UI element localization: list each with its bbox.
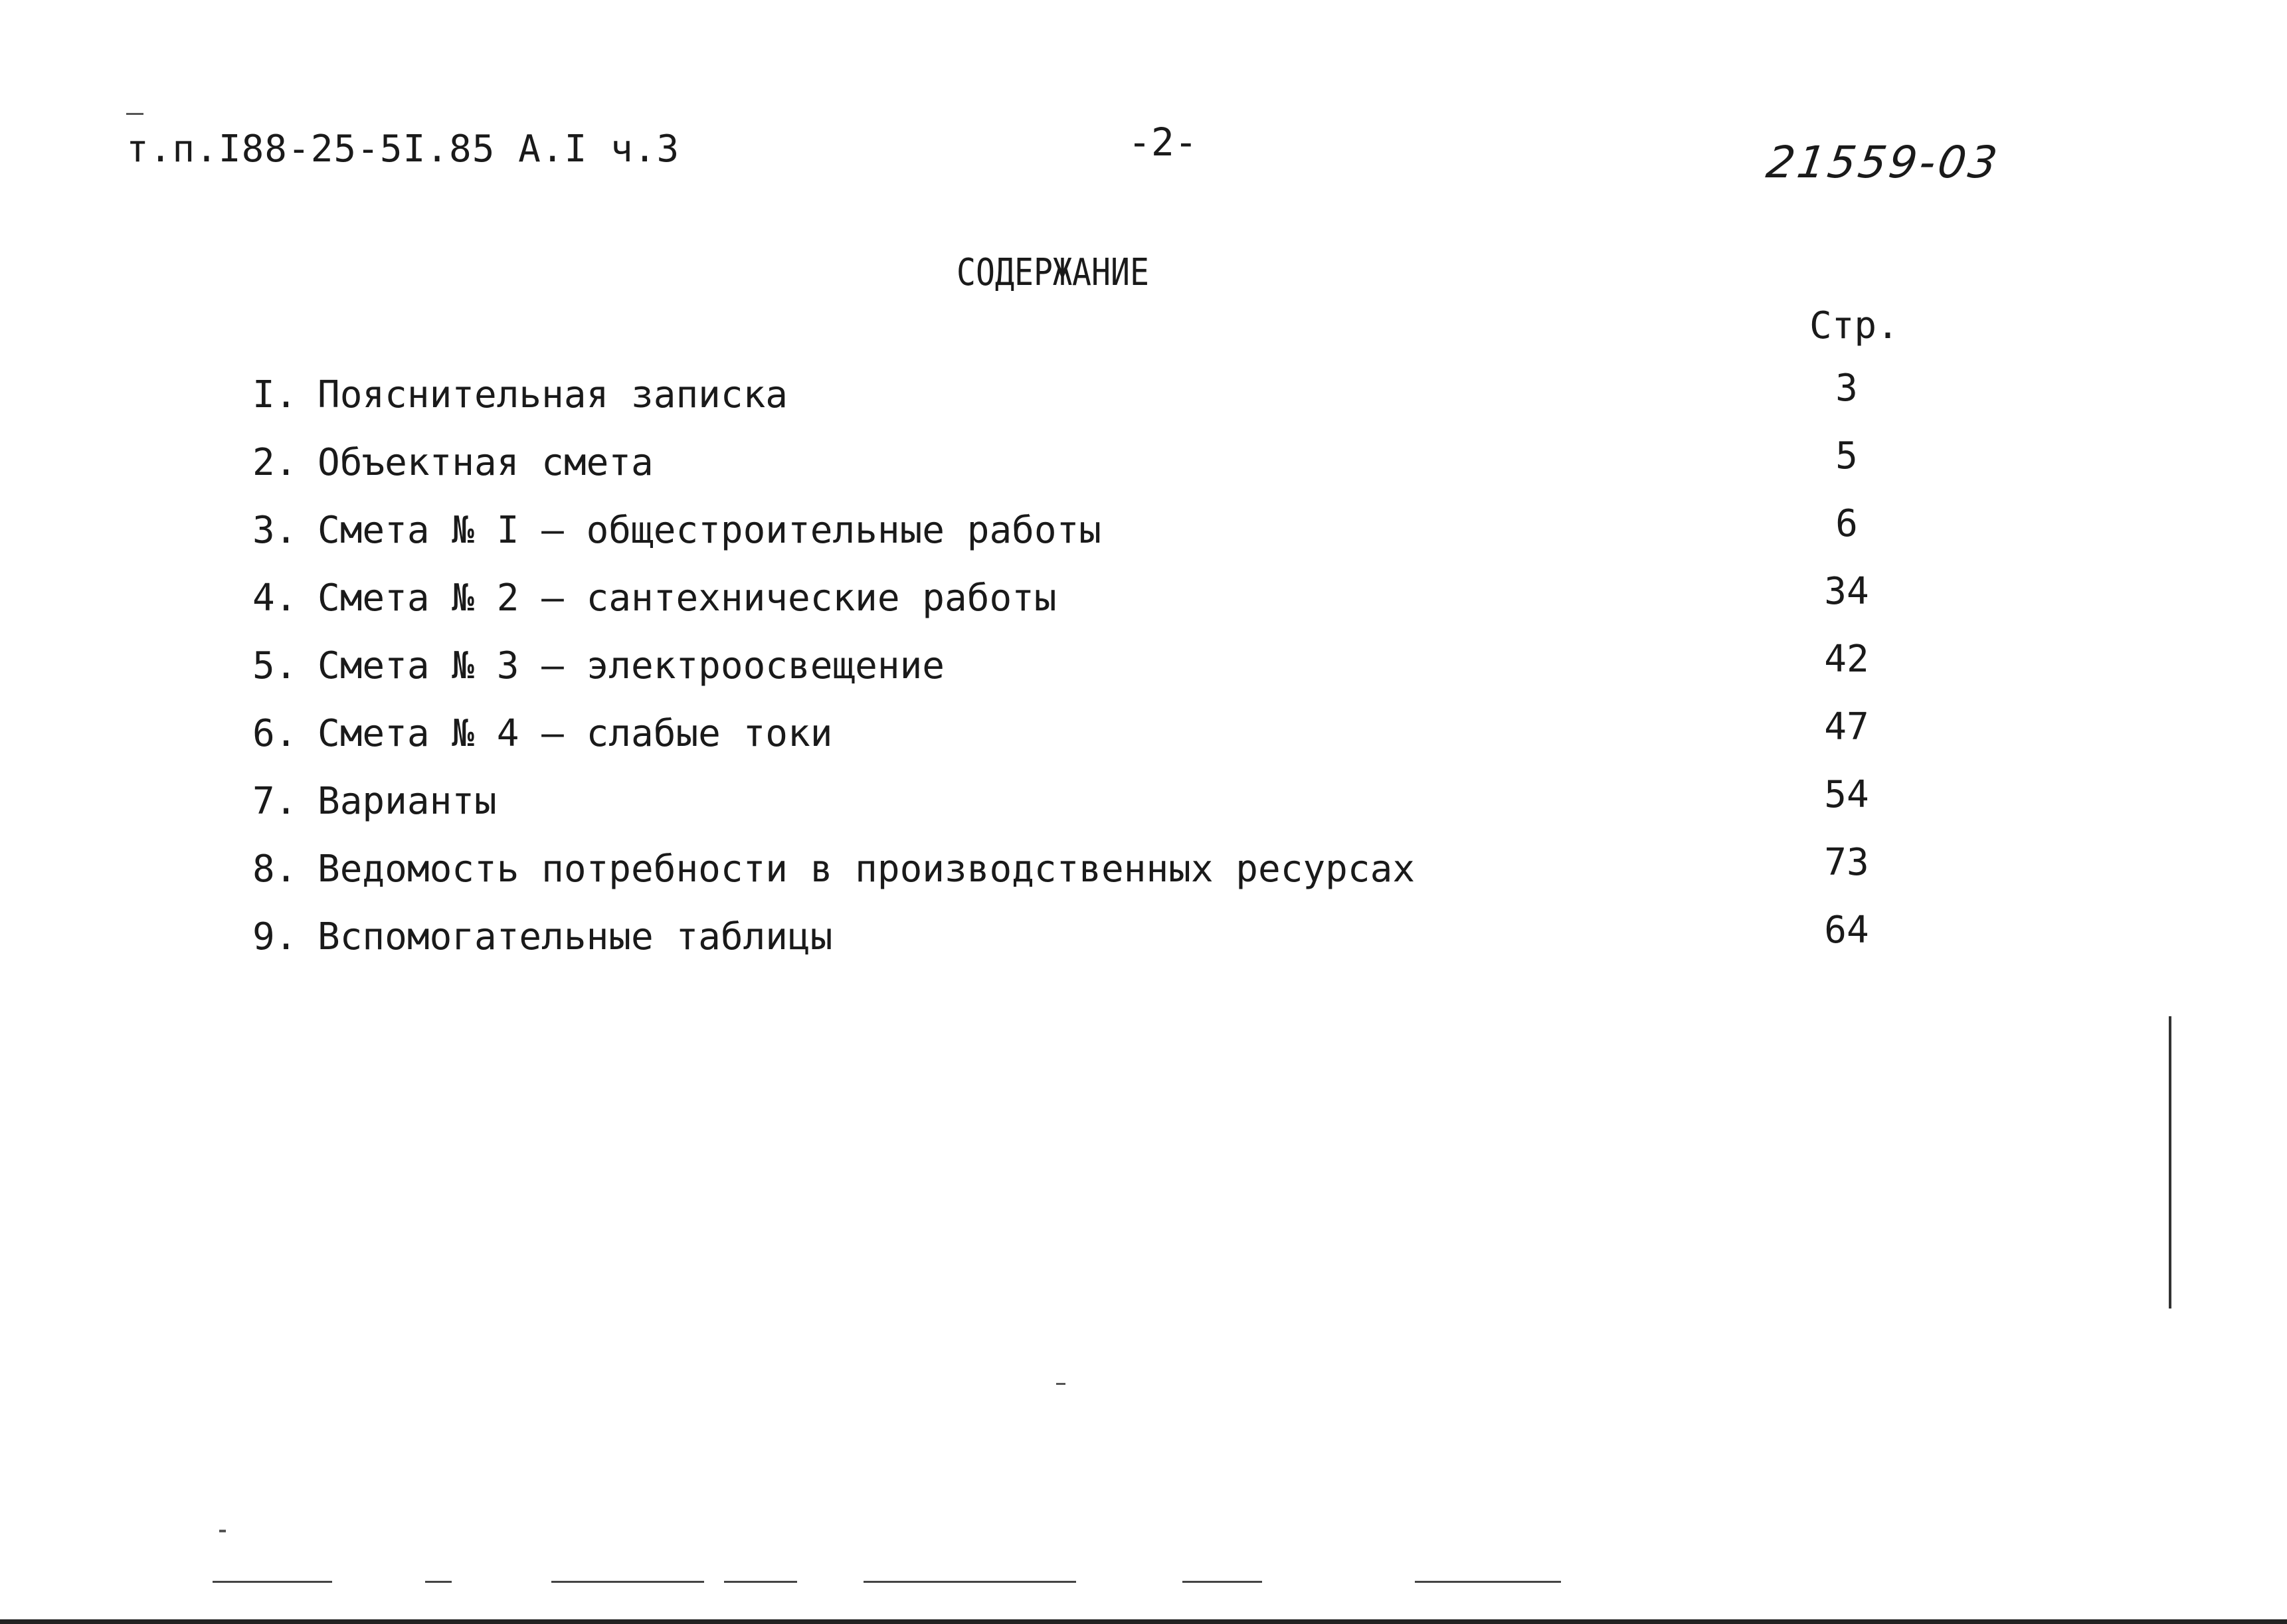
toc-item-number: I.: [252, 373, 298, 416]
toc-item: [252, 909, 1886, 962]
toc-item-page: 54: [1824, 773, 1869, 816]
bottom-rule-fragment: [1415, 1581, 1561, 1583]
toc-item: [252, 570, 1886, 623]
toc-item: [252, 773, 1886, 826]
page-edge: [0, 1619, 2287, 1624]
margin-rule: [2169, 1016, 2171, 1308]
toc-item-number: 7.: [252, 780, 298, 823]
toc-item-title: Смета № 3 – электроосвещение: [318, 644, 945, 687]
toc-item-page: 6: [1835, 502, 1858, 545]
toc-item-title: Смета № 2 – сантехнические работы: [318, 577, 1057, 620]
toc-item: [252, 367, 1886, 420]
toc-item-title: Пояснительная записка: [318, 373, 788, 416]
toc-item-number: 6.: [252, 712, 298, 755]
toc-item-page: 42: [1824, 638, 1869, 681]
bottom-rule-fragment: [425, 1581, 452, 1583]
scan-speck: [126, 113, 143, 115]
toc-item-title: Варианты: [318, 780, 497, 823]
toc-item-title: Смета № I – общестроительные работы: [318, 509, 1102, 552]
toc-item: [252, 502, 1886, 555]
toc-item-number: 5.: [252, 644, 298, 687]
toc-item: [252, 434, 1886, 488]
document-code: т.п.I88-25-5I.85 А.I ч.3: [126, 128, 680, 171]
toc-item-number: 3.: [252, 509, 298, 552]
toc-item-title: Вспомогательные таблицы: [318, 915, 833, 958]
toc-item: [252, 705, 1886, 759]
toc-item-page: 5: [1835, 434, 1858, 478]
bottom-rule-fragment: [724, 1581, 797, 1583]
bottom-rule-fragment: [551, 1581, 704, 1583]
toc-item-title: Смета № 4 – слабые токи: [318, 712, 833, 755]
toc-item-number: 8.: [252, 848, 298, 891]
toc-item-page: 47: [1824, 705, 1869, 749]
toc-item-number: 4.: [252, 577, 298, 620]
page-column-header: Стр.: [1809, 304, 1899, 347]
toc-item-page: 73: [1824, 841, 1869, 884]
page-number: -2-: [1128, 120, 1198, 165]
bottom-rule-fragment: [864, 1581, 1076, 1583]
bottom-rule-fragment: [213, 1581, 332, 1583]
scan-speck: [219, 1530, 226, 1532]
toc-item: [252, 638, 1886, 691]
toc-item-number: 9.: [252, 915, 298, 958]
bottom-rule-fragment: [1182, 1581, 1262, 1583]
toc-title: СОДЕРЖАНИЕ: [957, 251, 1149, 294]
toc-item-page: 64: [1824, 909, 1869, 952]
toc-item-page: 34: [1824, 570, 1869, 613]
scan-speck: [1056, 1383, 1065, 1385]
toc-item-page: 3: [1835, 367, 1858, 410]
archive-number: 21559-03: [1763, 137, 2003, 188]
toc-item: [252, 841, 1886, 894]
toc-item-title: Объектная смета: [318, 441, 654, 484]
toc-item-number: 2.: [252, 441, 298, 484]
toc-item-title: Ведомость потребности в производственных ресурсах: [318, 848, 1416, 891]
